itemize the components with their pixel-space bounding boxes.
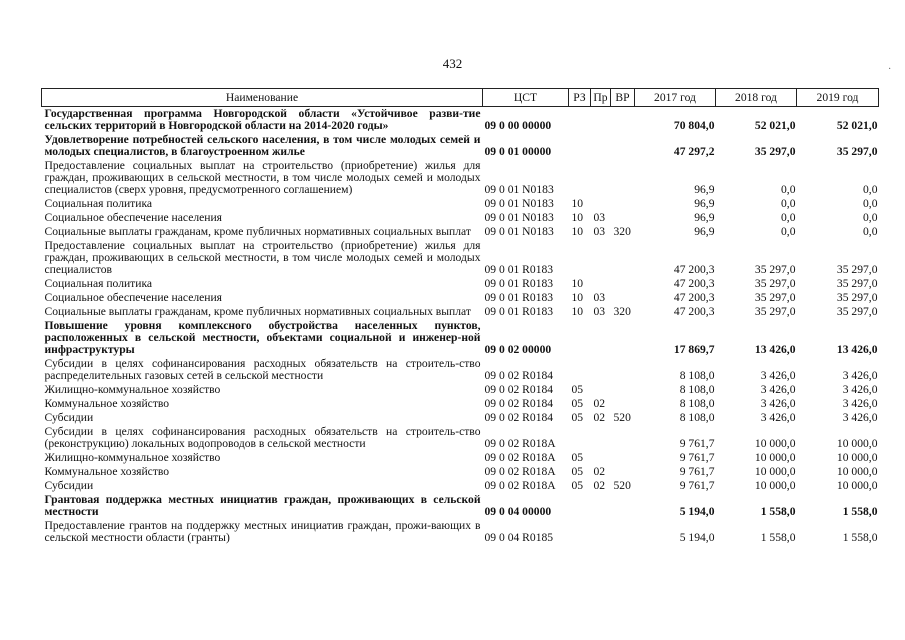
row-name: Предоставление социальных выплат на строительство (приобретение) жилья для граждан, проживающих в сельской местности, в том числе молодых семей и молодых специалистов (сверх уровня, предусмотренного соглашением) xyxy=(44,159,481,196)
table-row xyxy=(42,107,879,134)
corner-mark: · xyxy=(888,64,892,75)
row-2017: 96,9 xyxy=(694,183,715,196)
table-row xyxy=(42,383,879,397)
table-row xyxy=(42,239,879,277)
row-rz: 05 xyxy=(571,383,584,396)
row-name: Субсидии xyxy=(44,411,94,424)
row-name: Коммунальное хозяйство xyxy=(44,397,170,410)
row-2019: 35 297,0 xyxy=(836,263,878,276)
row-vr xyxy=(611,159,635,197)
row-pr: 03 xyxy=(593,291,606,304)
header-2018: 2018 год xyxy=(716,89,797,107)
row-2018: 10 000,0 xyxy=(754,479,796,492)
row-2017: 47 297,2 xyxy=(673,145,715,158)
row-cst: 09 0 01 N0183 xyxy=(484,197,554,210)
row-rz xyxy=(569,493,591,519)
row-cst: 09 0 02 R0184 xyxy=(484,369,554,382)
row-2019: 0,0 xyxy=(863,197,878,210)
row-name: Социальное обеспечение населения xyxy=(44,211,223,224)
row-2019: 10 000,0 xyxy=(836,451,878,464)
row-2017: 17 869,7 xyxy=(673,343,715,356)
row-2017: 8 108,0 xyxy=(679,369,715,382)
row-2017: 96,9 xyxy=(694,197,715,210)
row-vr xyxy=(611,519,635,545)
row-2019: 3 426,0 xyxy=(842,383,878,396)
row-rz: 10 xyxy=(571,197,584,210)
row-cst: 09 0 02 R018A xyxy=(484,465,556,478)
row-name: Коммунальное хозяйство xyxy=(44,465,170,478)
row-2017: 9 761,7 xyxy=(679,451,715,464)
row-2017: 96,9 xyxy=(694,211,715,224)
row-pr: 02 xyxy=(593,411,606,424)
row-pr: 02 xyxy=(593,479,606,492)
row-name: Грантовая поддержка местных инициатив граждан, проживающих в сельской местности xyxy=(44,493,481,518)
row-2018: 3 426,0 xyxy=(760,369,796,382)
row-rz xyxy=(569,159,591,197)
row-rz: 10 xyxy=(571,211,584,224)
row-cst: 09 0 01 R0183 xyxy=(484,305,554,318)
row-2017: 5 194,0 xyxy=(679,531,715,544)
row-2018: 35 297,0 xyxy=(754,305,796,318)
row-vr: 320 xyxy=(613,225,631,238)
row-2019: 3 426,0 xyxy=(842,369,878,382)
table-row xyxy=(42,465,879,479)
row-2017: 47 200,3 xyxy=(673,263,715,276)
row-vr xyxy=(611,107,635,134)
row-pr xyxy=(591,493,611,519)
table-row xyxy=(42,479,879,493)
table-row xyxy=(42,133,879,159)
row-name: Субсидии xyxy=(44,479,94,492)
row-cst: 09 0 04 00000 xyxy=(484,505,552,518)
row-vr: 520 xyxy=(613,479,631,492)
row-vr xyxy=(611,239,635,277)
table-row xyxy=(42,159,879,197)
row-name: Государственная программа Новгородской области «Устойчивое разви-тие сельских территорий в Новгородской области на 2014-2020 годы» xyxy=(44,107,481,132)
row-2017: 9 761,7 xyxy=(679,437,715,450)
row-2019: 35 297,0 xyxy=(836,291,878,304)
row-name: Социальная политика xyxy=(44,197,153,210)
row-name: Предоставление грантов на поддержку местных инициатив граждан, прожи-вающих в сельской местности области (гранты) xyxy=(44,519,481,544)
row-vr: 320 xyxy=(613,305,631,318)
header-vr: ВР xyxy=(611,89,635,107)
row-2019: 35 297,0 xyxy=(836,145,878,158)
row-2018: 10 000,0 xyxy=(754,465,796,478)
table-row xyxy=(42,411,879,425)
row-2019: 0,0 xyxy=(863,211,878,224)
row-2018: 35 297,0 xyxy=(754,291,796,304)
row-pr xyxy=(591,159,611,197)
table-row xyxy=(42,305,879,319)
row-2019: 1 558,0 xyxy=(842,531,878,544)
table-row xyxy=(42,319,879,357)
row-rz: 10 xyxy=(571,291,584,304)
row-rz xyxy=(569,107,591,134)
row-2018: 0,0 xyxy=(781,211,796,224)
row-vr xyxy=(611,291,635,305)
row-cst: 09 0 01 R0183 xyxy=(484,291,554,304)
row-cst: 09 0 02 R0184 xyxy=(484,397,554,410)
row-2018: 0,0 xyxy=(781,225,796,238)
row-name: Предоставление социальных выплат на строительство (приобретение) жилья для граждан, проживающих в сельской местности, в том числе молодых семей и молодых специалистов xyxy=(44,239,481,276)
row-rz: 10 xyxy=(571,277,584,290)
table-header-row xyxy=(42,89,879,107)
row-cst: 09 0 01 00000 xyxy=(484,145,552,158)
row-2018: 10 000,0 xyxy=(754,451,796,464)
row-2018: 0,0 xyxy=(781,197,796,210)
table-row xyxy=(42,291,879,305)
row-2018: 13 426,0 xyxy=(754,343,796,356)
row-name: Социальная политика xyxy=(44,277,153,290)
row-pr xyxy=(591,451,611,465)
row-2017: 9 761,7 xyxy=(679,465,715,478)
row-vr xyxy=(611,319,635,357)
row-rz xyxy=(569,357,591,383)
table-body xyxy=(42,107,879,546)
row-cst: 09 0 02 R0184 xyxy=(484,383,554,396)
row-2018: 3 426,0 xyxy=(760,411,796,424)
row-pr xyxy=(591,425,611,451)
header-name: Наименование xyxy=(42,89,483,107)
row-rz xyxy=(569,239,591,277)
row-2019: 13 426,0 xyxy=(836,343,878,356)
header-pr: Пр xyxy=(591,89,611,107)
row-2019: 10 000,0 xyxy=(836,465,878,478)
row-pr xyxy=(591,239,611,277)
row-rz: 05 xyxy=(571,479,584,492)
row-rz: 10 xyxy=(571,225,584,238)
row-rz: 10 xyxy=(571,305,584,318)
row-cst: 09 0 02 R018A xyxy=(484,437,556,450)
row-2017: 9 761,7 xyxy=(679,479,715,492)
row-rz xyxy=(569,133,591,159)
row-pr xyxy=(591,133,611,159)
row-2018: 52 021,0 xyxy=(754,119,796,132)
row-cst: 09 0 00 00000 xyxy=(484,119,552,132)
row-rz xyxy=(569,519,591,545)
row-name: Социальные выплаты гражданам, кроме публичных нормативных социальных выплат xyxy=(44,225,471,238)
row-2019: 35 297,0 xyxy=(836,277,878,290)
row-vr xyxy=(611,383,635,397)
page-number: 432 xyxy=(442,56,463,71)
row-2018: 35 297,0 xyxy=(754,277,796,290)
row-pr xyxy=(591,277,611,291)
row-rz: 05 xyxy=(571,397,584,410)
row-name: Социальное обеспечение населения xyxy=(44,291,223,304)
row-name: Жилищно-коммунальное хозяйство xyxy=(44,383,221,396)
row-pr: 03 xyxy=(593,225,606,238)
row-2019: 35 297,0 xyxy=(836,305,878,318)
header-2019: 2019 год xyxy=(797,89,879,107)
row-2018: 10 000,0 xyxy=(754,437,796,450)
row-vr xyxy=(611,425,635,451)
row-vr xyxy=(611,465,635,479)
row-rz: 05 xyxy=(571,411,584,424)
row-vr xyxy=(611,493,635,519)
row-2019: 0,0 xyxy=(863,183,878,196)
row-2017: 47 200,3 xyxy=(673,305,715,318)
table-row xyxy=(42,519,879,545)
row-2017: 8 108,0 xyxy=(679,383,715,396)
table-row xyxy=(42,277,879,291)
row-pr: 03 xyxy=(593,211,606,224)
row-2018: 35 297,0 xyxy=(754,263,796,276)
row-name: Социальные выплаты гражданам, кроме публичных нормативных социальных выплат xyxy=(44,305,471,318)
row-2017: 47 200,3 xyxy=(673,277,715,290)
row-vr xyxy=(611,133,635,159)
row-2017: 8 108,0 xyxy=(679,411,715,424)
row-cst: 09 0 01 N0183 xyxy=(484,211,554,224)
row-name: Повышение уровня комплексного обустройства населенных пунктов, расположенных в сельской местности, объектами социальной и инженер-ной инфраструктуры xyxy=(44,319,481,356)
row-vr xyxy=(611,211,635,225)
row-2017: 8 108,0 xyxy=(679,397,715,410)
row-2017: 5 194,0 xyxy=(679,505,715,518)
table-row xyxy=(42,357,879,383)
row-cst: 09 0 01 R0183 xyxy=(484,263,554,276)
row-name: Жилищно-коммунальное хозяйство xyxy=(44,451,221,464)
row-vr xyxy=(611,277,635,291)
budget-table xyxy=(41,88,879,545)
row-cst: 09 0 01 N0183 xyxy=(484,225,554,238)
row-name: Субсидии в целях софинансирования расходных обязательств на строитель-ство распределительных газовых сетей в сельской местности xyxy=(44,357,481,382)
row-rz xyxy=(569,319,591,357)
row-name: Удовлетворение потребностей сельского населения, в том числе молодых семей и молодых специалистов, в благоустроенном жилье xyxy=(44,133,481,158)
row-2018: 1 558,0 xyxy=(760,531,796,544)
header-2017: 2017 год xyxy=(635,89,716,107)
row-2019: 10 000,0 xyxy=(836,437,878,450)
row-cst: 09 0 01 R0183 xyxy=(484,277,554,290)
row-cst: 09 0 01 N0183 xyxy=(484,183,554,196)
row-vr: 520 xyxy=(613,411,631,424)
row-cst: 09 0 02 R018A xyxy=(484,451,556,464)
row-2017: 96,9 xyxy=(694,225,715,238)
row-vr xyxy=(611,197,635,211)
row-2018: 35 297,0 xyxy=(754,145,796,158)
row-rz: 05 xyxy=(571,465,584,478)
header-rz: РЗ xyxy=(569,89,591,107)
row-name: Субсидии в целях софинансирования расходных обязательств на строитель-ство (реконструкцию) локальных водопроводов в сельской местности xyxy=(44,425,481,450)
row-cst: 09 0 02 00000 xyxy=(484,343,552,356)
row-cst: 09 0 02 R018A xyxy=(484,479,556,492)
row-2019: 52 021,0 xyxy=(836,119,878,132)
row-pr: 02 xyxy=(593,397,606,410)
table-row xyxy=(42,397,879,411)
row-2018: 1 558,0 xyxy=(760,505,796,518)
row-pr xyxy=(591,357,611,383)
row-vr xyxy=(611,357,635,383)
row-2018: 3 426,0 xyxy=(760,397,796,410)
table-row xyxy=(42,211,879,225)
row-rz xyxy=(569,425,591,451)
row-pr xyxy=(591,383,611,397)
row-2019: 10 000,0 xyxy=(836,479,878,492)
table-row xyxy=(42,425,879,451)
table-row xyxy=(42,493,879,519)
row-vr xyxy=(611,397,635,411)
row-2018: 3 426,0 xyxy=(760,383,796,396)
row-pr: 02 xyxy=(593,465,606,478)
row-2019: 1 558,0 xyxy=(842,505,878,518)
row-rz: 05 xyxy=(571,451,584,464)
row-pr xyxy=(591,319,611,357)
table-row xyxy=(42,451,879,465)
row-vr xyxy=(611,451,635,465)
row-2019: 3 426,0 xyxy=(842,397,878,410)
header-cst: ЦСТ xyxy=(483,89,569,107)
row-cst: 09 0 02 R0184 xyxy=(484,411,554,424)
table-row xyxy=(42,197,879,211)
row-2017: 47 200,3 xyxy=(673,291,715,304)
row-2018: 0,0 xyxy=(781,183,796,196)
row-pr xyxy=(591,197,611,211)
row-pr: 03 xyxy=(593,305,606,318)
row-2019: 3 426,0 xyxy=(842,411,878,424)
row-pr xyxy=(591,519,611,545)
row-pr xyxy=(591,107,611,134)
row-2019: 0,0 xyxy=(863,225,878,238)
table-row xyxy=(42,225,879,239)
row-2017: 70 804,0 xyxy=(673,119,715,132)
row-cst: 09 0 04 R0185 xyxy=(484,531,554,544)
